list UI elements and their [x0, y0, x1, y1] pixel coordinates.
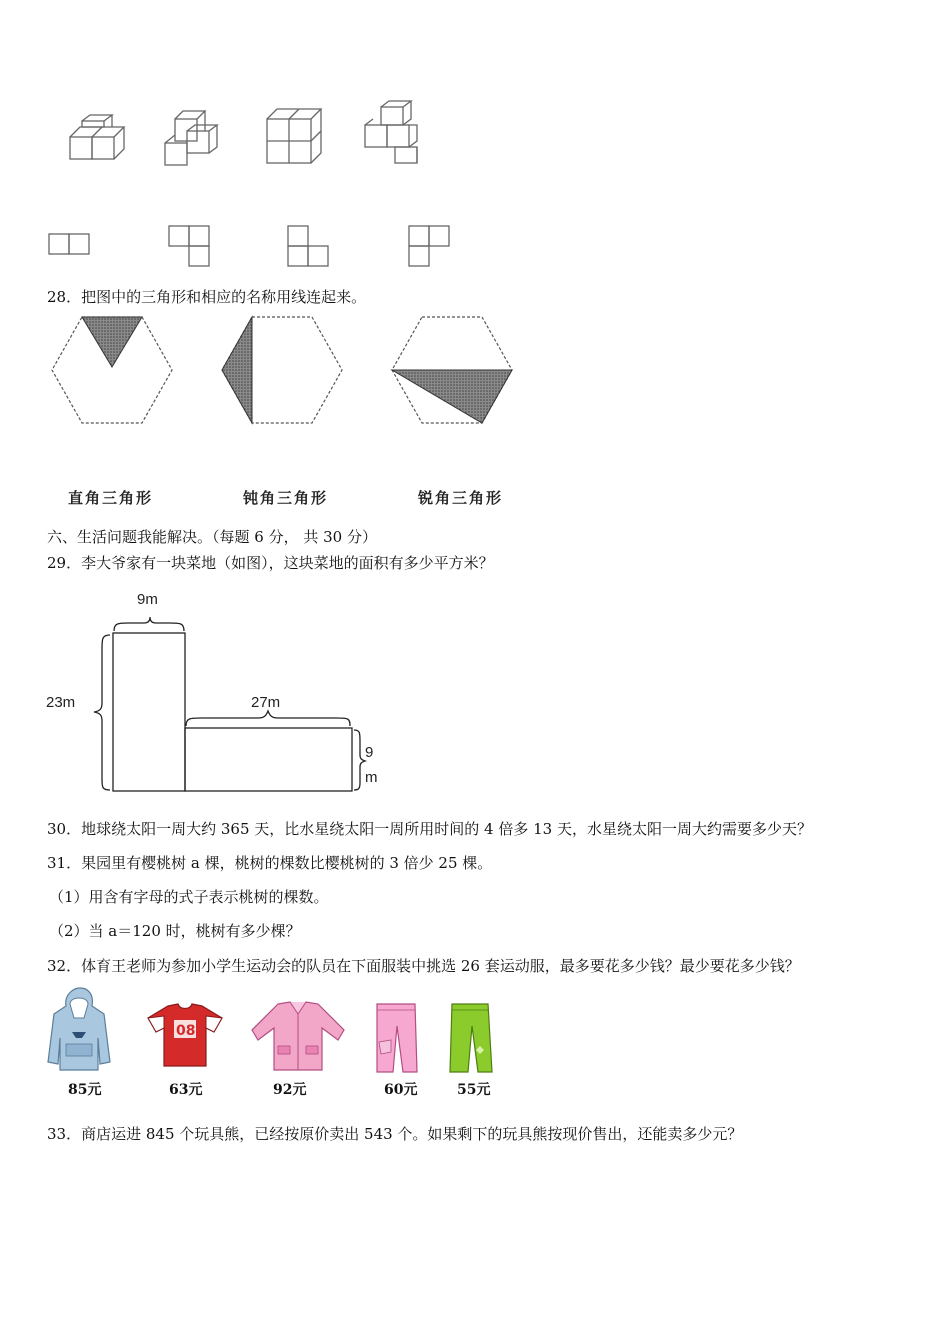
q31-sub2: （2）当 a＝120 时，桃树有多少棵？: [49, 922, 301, 940]
brace-right: [354, 730, 365, 790]
price-jacket: 92元: [273, 1082, 307, 1098]
price-pink-pants: 60元: [384, 1082, 418, 1098]
plot-tall-rect: [113, 633, 185, 791]
section6-title: 六、生活问题我能解决。（每题 6 分， 共 30 分）: [47, 528, 377, 546]
solid-4: [365, 101, 417, 163]
dim-bottom-width: 27m: [251, 694, 281, 711]
hexagon-1: [52, 317, 172, 423]
label-acute-triangle: 锐角三角形: [418, 489, 504, 507]
plot-wide-rect: [185, 728, 352, 791]
hexagon-3: [392, 317, 512, 423]
cube-solids-figure: [60, 95, 440, 175]
solid-1: [70, 115, 124, 159]
dim-right-height-1: 9: [365, 744, 374, 761]
label-obtuse-triangle: 钝角三角形: [243, 489, 329, 507]
price-hoodie: 85元: [68, 1082, 102, 1098]
q31-text: 31．果园里有樱桃树 a 棵，桃树的棵数比樱桃树的 3 倍少 25 棵。: [47, 854, 493, 872]
svg-text:08: 08: [176, 1023, 196, 1039]
dim-left-height: 23m: [46, 694, 76, 711]
cube-views-figure: [45, 222, 465, 272]
q29-text: 29．李大爷家有一块菜地（如图），这块菜地的面积有多少平方米？: [47, 554, 494, 572]
clothing-pink-pants: [371, 1002, 421, 1074]
price-green-pants: 55元: [457, 1082, 491, 1098]
q31-sub1: （1）用含有字母的式子表示桃树的棵数。: [49, 888, 329, 906]
q28-text: 28．把图中的三角形和相应的名称用线连起来。: [47, 288, 367, 306]
clothing-jacket: [248, 1000, 348, 1072]
hexagon-figures: [50, 315, 520, 425]
brace-left: [94, 635, 110, 790]
solid-2: [165, 111, 217, 165]
dim-top-width: 9m: [137, 591, 158, 608]
view-1: [49, 234, 89, 254]
clothing-tshirt: [146, 1002, 224, 1068]
price-tshirt: 63元: [169, 1082, 203, 1098]
clothing-green-pants: [446, 1002, 496, 1074]
label-right-triangle: 直角三角形: [68, 489, 154, 507]
clothing-hoodie: [44, 988, 114, 1073]
view-4: [409, 226, 449, 266]
brace-middle: [186, 711, 350, 726]
dim-right-height-2: m: [365, 769, 378, 786]
hexagon-2: [222, 317, 342, 423]
q30-text: 30．地球绕太阳一周大约 365 天，比水星绕太阳一周所用时间的 4 倍多 13 天，水星绕太阳一周大约需要多少天？: [47, 820, 812, 838]
q33-text: 33．商店运进 845 个玩具熊，已经按原价卖出 543 个。如果剩下的玩具熊按现价售出，还能卖多少元？: [47, 1125, 743, 1143]
vegetable-plot-figure: [40, 585, 400, 800]
brace-top: [114, 617, 184, 631]
solid-3: [267, 109, 321, 163]
q32-text: 32．体育王老师为参加小学生运动会的队员在下面服装中挑选 26 套运动服，最多要花多少钱？最少要花多少钱？: [47, 957, 800, 975]
view-3: [288, 226, 328, 266]
view-2: [169, 226, 209, 266]
